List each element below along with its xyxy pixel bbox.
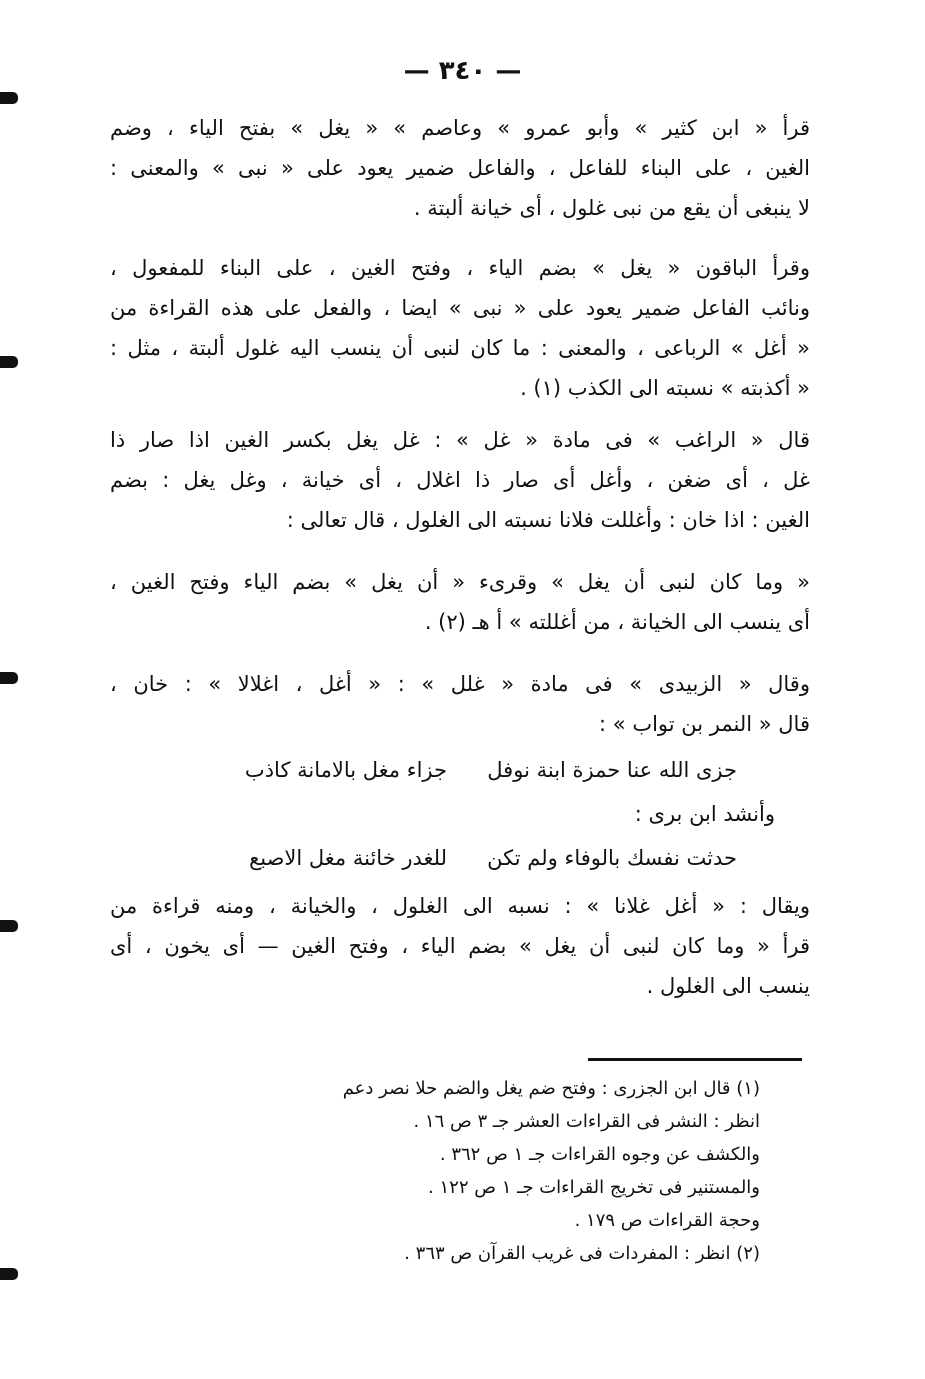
footnote-line: (٢) انظر : المفردات فى غريب القرآن ص ٣٦٣ . — [404, 1243, 760, 1264]
scan-edge-mark — [0, 672, 18, 684]
footnote-line: والمستنير فى تخريج القراءات جـ ١ ص ١٢٢ . — [428, 1177, 760, 1198]
page-number: — ٣٤٠ — — [403, 56, 522, 86]
footnotes — [220, 1072, 760, 1270]
text-line: ينسب الى الغلول . — [646, 974, 810, 998]
paragraph-4 — [110, 562, 810, 642]
paragraph-3 — [110, 420, 810, 540]
text-line: غل ، أى ضغن ، وأغل أى صار ذا اغلال ، أى خيانة ، وغل يغل : بضم — [110, 468, 810, 492]
text-line: قرأ « ابن كثير » وأبو عمرو » وعاصم » « يغل » بفتح الياء ، وضم — [110, 116, 810, 140]
text-line: قال « الراغب » فى مادة « غل » : غل يغل بكسر الغين اذا صار ذا — [110, 428, 810, 452]
footnote-line: انظر : النشر فى القراءات العشر جـ ٣ ص ١٦ . — [413, 1111, 760, 1132]
paragraph-1 — [110, 108, 810, 228]
text-line: قرأ « وما كان لنبى أن يغل » بضم الياء ، وفتح الغين — أى يخون ، أى — [110, 934, 810, 958]
footnote-line: وحجة القراءات ص ١٧٩ . — [574, 1210, 760, 1231]
closing-paragraph — [110, 886, 810, 1006]
scan-edge-mark — [0, 356, 18, 368]
text-line: وقرأ الباقون « يغل » بضم الياء ، وفتح الغين ، على البناء للمفعول ، — [110, 256, 810, 280]
verse-1-second-hemistich: جزاء مغل بالامانة كاذب — [244, 758, 447, 782]
paragraph-2 — [110, 248, 810, 408]
text-line: وقال « الزبيدى » فى مادة « غلل » : « أغل ، اغلالا » : خان ، — [110, 672, 810, 696]
footnote-divider — [588, 1058, 802, 1061]
text-line: « أكذبته » نسبته الى الكذب (١) . — [520, 376, 810, 400]
verse-intro: وأنشد ابن برى : — [634, 802, 775, 826]
text-line: ونائب الفاعل ضمير يعود على « نبى » ايضا ، والفعل على هذه القراءة من — [110, 296, 810, 320]
text-line: الغين : اذا خان : وأغللت فلانا نسبته الى الغلول ، قال تعالى : — [286, 508, 810, 532]
text-line: الغين ، على البناء للفاعل ، والفاعل ضمير يعود على « نبى » والمعنى : — [110, 156, 810, 180]
paragraph-5 — [110, 664, 810, 744]
text-line: قال « النمر بن تواب » : — [599, 712, 810, 736]
verse-2-second-hemistich: للغدر خائنة مغل الاصبع — [249, 846, 447, 870]
footnote-line: (١) قال ابن الجزرى : وفتح ضم يغل والضم حلا نصر دعم — [342, 1078, 760, 1099]
scan-edge-mark — [0, 92, 18, 104]
text-line: لا ينبغى أن يقع من نبى غلول ، أى خيانة ألبتة . — [413, 196, 810, 220]
text-line: ويقال : « أغل غلانا » : نسبه الى الغلول ، والخيانة ، ومنه قراءة من — [110, 894, 810, 918]
text-line: أى ينسب الى الخيانة ، من أغللته » أ هـ (٢) . — [424, 610, 810, 634]
footnote-line: والكشف عن وجوه القراءات جـ ١ ص ٣٦٢ . — [439, 1144, 760, 1165]
scan-edge-mark — [0, 1268, 18, 1280]
verse-1-first-hemistich: جزى الله عنا حمزة ابنة نوفل — [487, 758, 737, 782]
verse-2-first-hemistich: حدثت نفسك بالوفاء ولم تكن — [487, 846, 737, 870]
text-line: « أغل » الرباعى ، والمعنى : ما كان لنبى أن ينسب اليه غلول ألبتة ، مثل : — [110, 336, 810, 360]
text-line: « وما كان لنبى أن يغل » وقرىء « أن يغل » بضم الياء وفتح الغين ، — [110, 570, 810, 594]
scan-edge-mark — [0, 920, 18, 932]
